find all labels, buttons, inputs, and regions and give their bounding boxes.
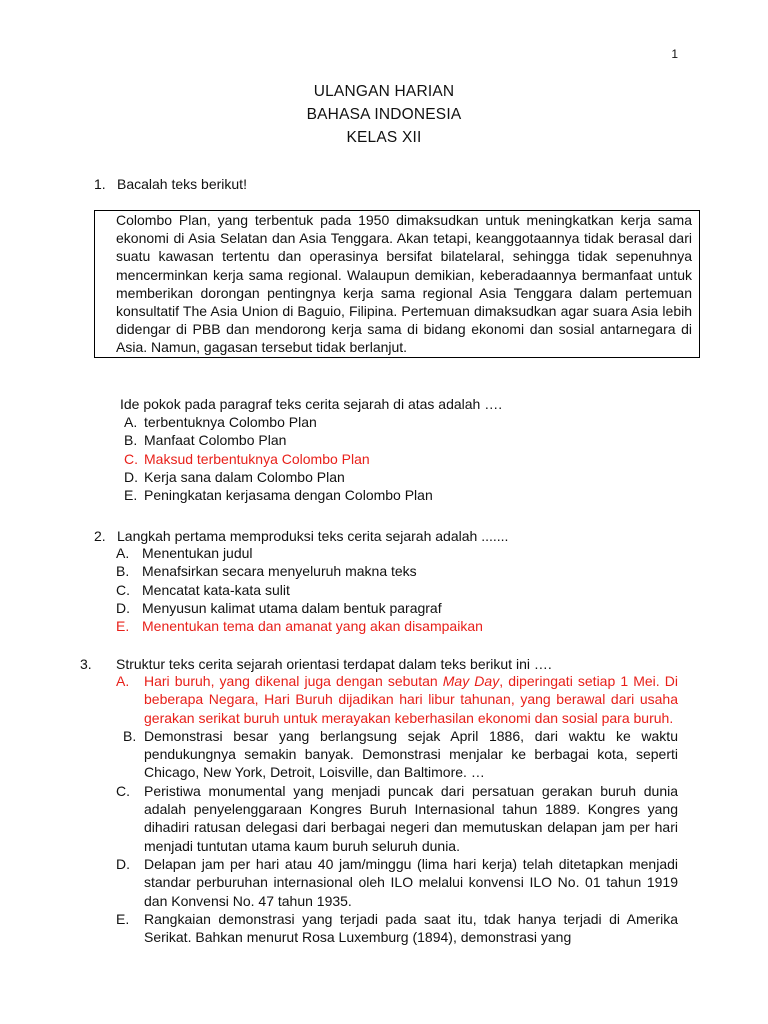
answer-option [116, 599, 483, 617]
answer-option-correct [116, 617, 483, 635]
answer-option-correct [124, 450, 433, 468]
answer-option [116, 544, 483, 562]
option-text: Peningkatan kerjasama dengan Colombo Plan [144, 487, 433, 504]
option-letter: C. [116, 782, 130, 799]
option-letter: A. [116, 545, 130, 561]
answer-option [116, 855, 678, 910]
answer-option [116, 782, 678, 855]
option-text: Rangkaian demonstrasi yang terjadi pada saat itu, tdak hanya terjadi di Amerika Serikat. Bahkan menurut Rosa Luxemburg (1894), demonstrasi yang [144, 910, 678, 946]
title-line-1: ULANGAN HARIAN [313, 83, 455, 100]
option-text: terbentuknya Colombo Plan [144, 414, 317, 430]
question-3-options [116, 672, 678, 946]
answer-option [124, 413, 433, 431]
question-2-prompt [94, 527, 508, 545]
answer-option-correct [116, 672, 678, 727]
option-text: Peristiwa monumental yang menjadi puncak dari persatuan gerakan buruh dunia adalah penyelenggaraan Kongres Buruh Internasional tahun 1889. Kongres yang dihadiri ratusan delegasi dari berbagai negeri dan memutuskan delapan jam per hari menjadi tuntutan utama kaum buruh seluruh dunia. [144, 782, 678, 854]
option-text: Manfaat Colombo Plan [144, 432, 287, 449]
option-letter: D. [116, 599, 130, 616]
option-text [144, 672, 678, 727]
page-number: 1 [671, 47, 678, 61]
question-1-instruction [94, 175, 247, 193]
option-text: Maksud terbentuknya Colombo Plan [144, 450, 370, 467]
option-letter: B. [116, 563, 130, 580]
option-letter: C. [124, 450, 138, 467]
option-letter: E. [116, 618, 130, 635]
question-number: 3. [80, 656, 92, 672]
option-text-part: Hari buruh, yang dikenal juga dengan sebutan [144, 673, 443, 689]
answer-option [116, 910, 678, 947]
answer-option [124, 486, 433, 504]
question-1-options [124, 413, 433, 504]
title-line-2: BAHASA INDONESIA [306, 106, 462, 123]
option-text: Mencatat kata-kata sulit [142, 581, 290, 598]
question-1-prompt: Ide pokok pada paragraf teks cerita sejarah di atas adalah …. [120, 396, 503, 412]
question-3-prompt [80, 655, 552, 673]
answer-option [116, 581, 483, 599]
option-text: Menafsirkan secara menyeluruh makna teks [142, 563, 417, 580]
question-text: Struktur teks cerita sejarah orientasi terdapat dalam teks berikut ini …. [116, 656, 552, 672]
option-text: Menentukan judul [142, 545, 253, 561]
question-instruction: Bacalah teks berikut! [117, 176, 247, 192]
question-text: Langkah pertama memproduksi teks cerita sejarah adalah ....... [117, 528, 509, 544]
question-number: 2. [94, 528, 106, 544]
option-text-part: , diperingati setiap 1 Mei. Di beberapa Negara, Hari Buruh dijadikan hari libur tahunan, yang berawal dari usaha gerakan serikat buruh untuk merayakan keberhasilan ekonomi dan sosial para buruh. [144, 673, 678, 726]
option-letter: B. [123, 727, 137, 744]
question-2-options [116, 544, 483, 635]
option-text-italic: May Day [442, 673, 500, 689]
option-text: Delapan jam per hari atau 40 jam/minggu (lima hari kerja) telah ditetapkan menjadi standar perburuhan internasional oleh ILO melalui konvensi ILO No. 01 tahun 1919 dan Konvensi No. 47 tahun 1935. [144, 855, 678, 909]
option-letter: A. [124, 414, 138, 430]
document-title [0, 80, 768, 149]
option-text: Demonstrasi besar yang berlangsung sejak April 1886, dari waktu ke waktu pendukungnya semakin banyak. Demonstrasi menjalar ke berbagai kota, seperti Chicago, New York, Detroit, Loisville, dan Baltimore. … [144, 727, 678, 781]
option-letter: D. [124, 468, 138, 485]
option-letter: E. [116, 910, 130, 927]
answer-option [116, 727, 678, 782]
question-number: 1. [94, 176, 106, 192]
answer-option [124, 431, 433, 449]
option-text: Menentukan tema dan amanat yang akan disampaikan [142, 618, 483, 635]
title-line-3: KELAS XII [346, 129, 422, 146]
reading-passage-box [94, 210, 700, 358]
reading-passage: Colombo Plan, yang terbentuk pada 1950 dimaksudkan untuk meningkatkan kerja sama ekonomi di Asia Selatan dan Asia Tenggara. Akan tetapi, keanggotaannya tidak berasal dari suatu kawasan tertentu dan operasinya bersifat bilatelaral, sehingga tidak sepenuhnya mencerminkan kerja sama regional. Walaupun demikian, keberadaannya bermanfaat untuk memberikan dorongan pentingnya kerja sama regional Asia Tenggara dalam pertemuan konsultatif The Asia Union di Baguio, Filipina. Pertemuan dimaksudkan agar suara Asia lebih didengar di PBB dan mendorong kerja sama di bidang ekonomi dan sosial antarnegara di Asia. Namun, gagasan tersebut tidak berlanjut. [116, 212, 692, 356]
option-letter: A. [116, 673, 130, 689]
option-letter: C. [116, 581, 130, 598]
option-text: Kerja sana dalam Colombo Plan [144, 468, 345, 485]
option-letter: D. [116, 855, 130, 872]
option-letter: E. [124, 487, 138, 504]
answer-option [124, 468, 433, 486]
option-text: Menyusun kalimat utama dalam bentuk paragraf [142, 599, 442, 616]
answer-option [116, 562, 483, 580]
option-letter: B. [124, 432, 138, 449]
